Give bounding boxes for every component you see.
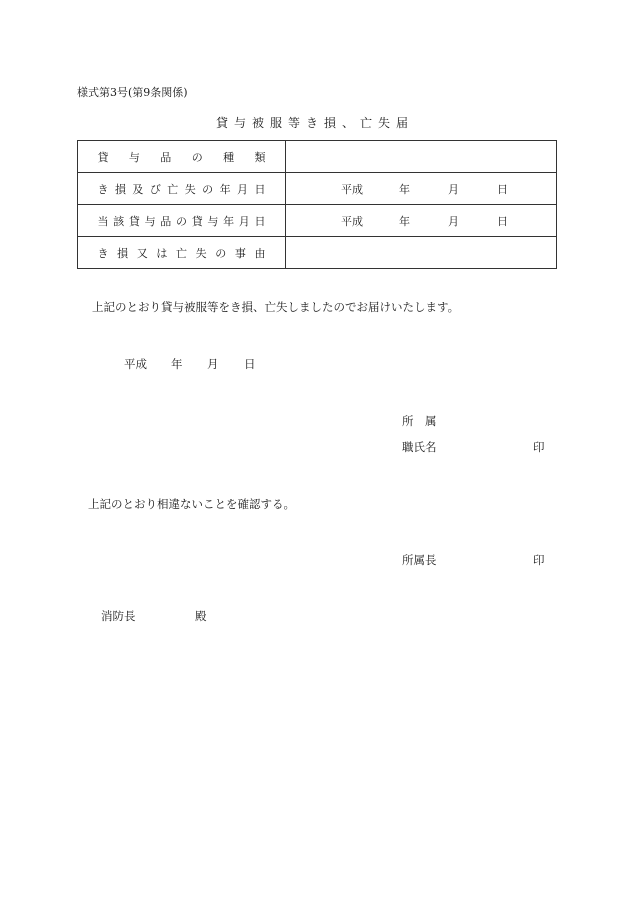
year-label: 年 <box>171 357 183 371</box>
row-label-damage-date: き損及び亡失の年月日 <box>78 173 286 205</box>
form-reference: 様式第3号(第9条関係) <box>77 86 188 99</box>
table-row <box>78 141 557 173</box>
day-label: 日 <box>497 182 508 196</box>
seal-mark: 印 <box>533 553 545 567</box>
year-label: 年 <box>399 214 410 228</box>
affiliation-label: 所 属 <box>402 414 437 428</box>
row-label-loan-date: 当該貸与品の貸与年月日 <box>78 205 286 237</box>
table-row <box>78 237 557 269</box>
name-label: 職氏名 <box>402 440 437 454</box>
report-statement: 上記のとおり貸与被服等をき損、亡失しましたのでお届けいたします。 <box>92 300 460 314</box>
addressee: 消防長 <box>101 609 136 623</box>
month-label: 月 <box>448 214 459 228</box>
month-label: 月 <box>448 182 459 196</box>
era-label: 平成 <box>341 182 363 196</box>
day-label: 日 <box>244 357 256 371</box>
month-label: 月 <box>207 357 219 371</box>
row-label-reason: き損又は亡失の事由 <box>78 237 286 269</box>
document-title: 貸与被服等き損、亡失届 <box>215 116 414 130</box>
year-label: 年 <box>399 182 410 196</box>
table-row <box>78 173 557 205</box>
confirmation-statement: 上記のとおり相違ないことを確認する。 <box>88 497 295 511</box>
reason-field[interactable] <box>286 237 557 269</box>
honorific: 殿 <box>195 609 207 623</box>
era-label: 平成 <box>124 357 147 371</box>
damage-date-field[interactable] <box>286 173 557 205</box>
item-type-field[interactable] <box>286 141 557 173</box>
row-label-item-type: 貸与品の種類 <box>78 141 286 173</box>
department-chief-label: 所属長 <box>402 553 437 567</box>
seal-mark: 印 <box>533 440 545 454</box>
loan-date-field[interactable] <box>286 205 557 237</box>
table-row <box>78 205 557 237</box>
loan-item-table <box>77 140 557 269</box>
era-label: 平成 <box>341 214 363 228</box>
day-label: 日 <box>497 214 508 228</box>
